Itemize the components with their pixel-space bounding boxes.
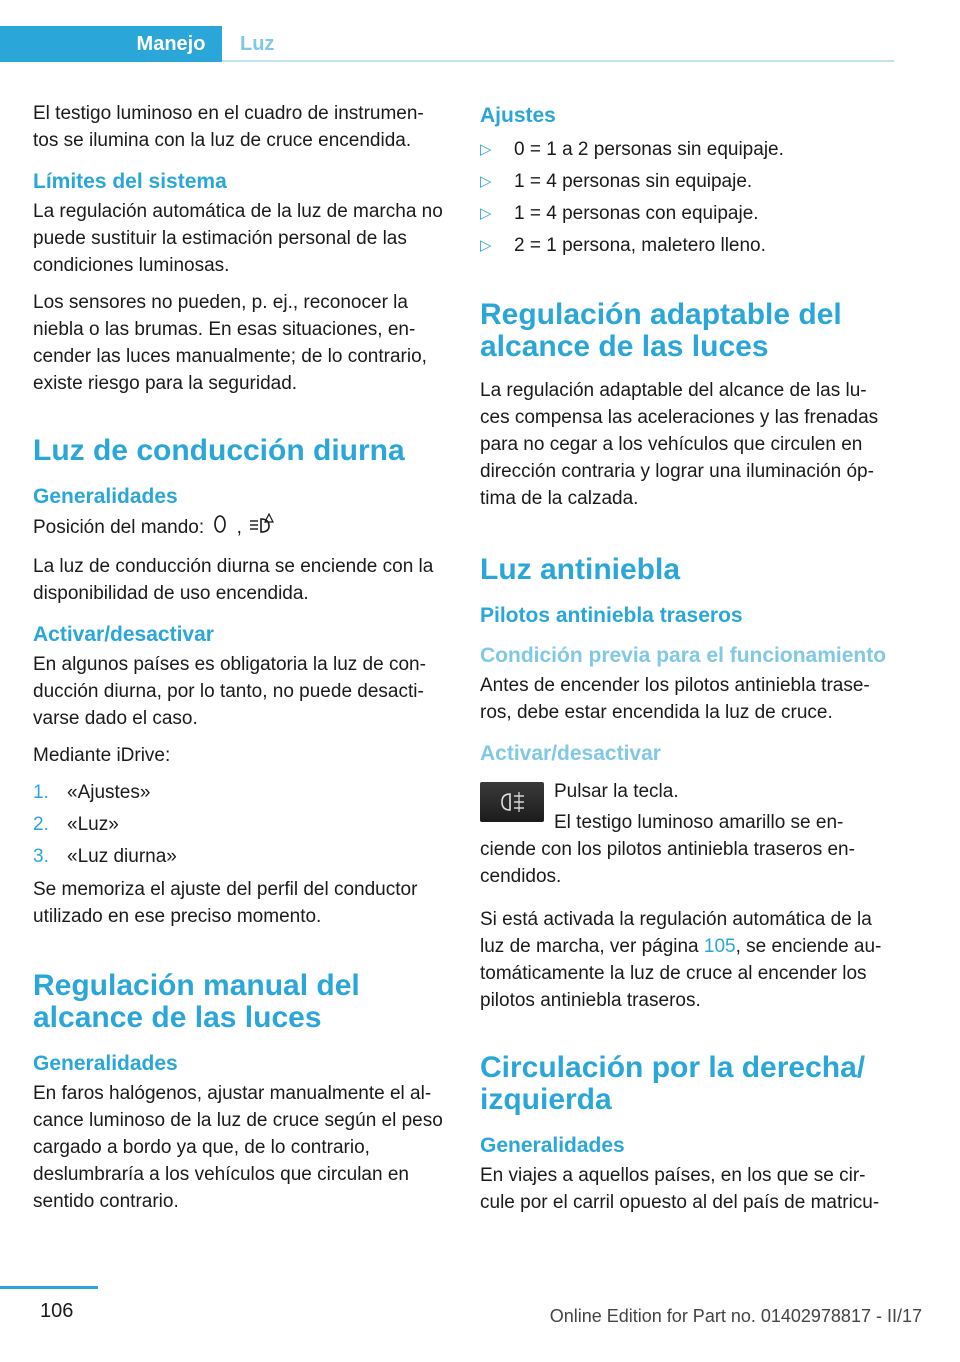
heading-antiniebla: Luz antiniebla — [480, 553, 681, 586]
heading-diurna: Luz de conducción diurna — [33, 434, 405, 467]
edition-note: Online Edition for Part no. 01402978817 - II/17 — [549, 1306, 922, 1326]
heading-pilotos: Pilotos antiniebla traseros — [480, 604, 743, 627]
paragraph: La luz de conducción diurna se enciende con la disponibilidad de uso encendida. — [33, 556, 434, 604]
page-footer — [0, 1272, 960, 1362]
heading-generalidades: Generalidades — [33, 485, 178, 508]
page-header — [0, 0, 960, 62]
header-chapter: Luz — [240, 33, 275, 55]
heading-adaptable: Regulación adaptable del alcance de las luces — [480, 298, 842, 363]
paragraph: La regulación adaptable del alcance de las lu‐ces compensa las aceleraciones y las frenadas para no cegar a los vehículos que circulen en dirección contraria y lograr una iluminación óp‐tima de la calzada. — [480, 380, 879, 509]
heading-condicion: Condición previa para el funcionamiento — [480, 644, 887, 667]
position-line — [33, 513, 445, 543]
paragraph: Antes de encender los pilotos antiniebla trase‐ros, debe estar encendida la luz de cruce. — [480, 675, 870, 723]
paragraph-with-link: Si está activada la regulación automática de la luz de marcha, ver página 105, se enciende au‐tomáticamente la luz de cruce al encender los pilotos antiniebla traseros. — [480, 909, 882, 1011]
position-separator: , — [236, 517, 242, 539]
right-column — [480, 100, 892, 1226]
heading-circulacion: Circulación por la derecha/ izquierda — [480, 1051, 866, 1116]
fog-button-block — [480, 778, 892, 890]
ajustes-list — [480, 136, 892, 259]
paragraph: En algunos países es obligatoria la luz de con‐ducción diurna, por lo tanto, no puede desacti‐varse dado el caso. — [33, 654, 426, 729]
left-column — [33, 100, 445, 1225]
list-item: ▷ 0 = 1 a 2 personas sin equipaje. — [480, 139, 784, 160]
heading-generalidades: Generalidades — [480, 1134, 625, 1157]
list-item: ▷ 2 = 1 persona, maletero lleno. — [480, 235, 766, 256]
header-rule — [222, 60, 894, 62]
rear-fog-light-button-image — [480, 782, 544, 822]
heading-generalidades: Generalidades — [33, 1052, 178, 1075]
auto-light-icon — [247, 513, 277, 543]
steps-list — [33, 779, 445, 870]
paragraph: Los sensores no pueden, p. ej., reconocer la niebla o las brumas. En esas situaciones, en‐cender las luces manualmente; de lo contrario, existe riesgo para la seguridad. — [33, 292, 427, 394]
footer-rule — [0, 1286, 98, 1289]
heading-activar: Activar/desactivar — [480, 742, 661, 765]
list-item: ▷ 1 = 4 personas con equipaje. — [480, 203, 759, 224]
list-item: ▷ 1 = 4 personas sin equipaje. — [480, 171, 753, 192]
rear-fog-icon — [480, 782, 544, 822]
page-number: 106 — [40, 1300, 74, 1322]
paragraph: Mediante iDrive: — [33, 745, 171, 766]
page-link[interactable]: 105 — [703, 936, 736, 957]
switch-off-icon — [209, 514, 231, 542]
paragraph: El testigo luminoso en el cuadro de instrumen‐tos se ilumina con la luz de cruce encendida. — [33, 103, 424, 151]
paragraph: Pulsar la tecla. — [554, 781, 679, 802]
heading-manual: Regulación manual del alcance de las luces — [33, 969, 360, 1034]
list-item: 2. «Luz» — [33, 814, 119, 835]
list-item: 1. «Ajustes» — [33, 782, 151, 803]
paragraph: Se memoriza el ajuste del perfil del conductor utilizado en ese preciso momento. — [33, 879, 418, 927]
paragraph: En faros halógenos, ajustar manualmente el al‐cance luminoso de la luz de cruce según el peso cargado a bordo ya que, de lo contrario, deslumbraría a los vehículos que circulan en sentido contrario. — [33, 1083, 443, 1212]
heading-ajustes: Ajustes — [480, 104, 556, 127]
header-section: Manejo — [136, 33, 206, 55]
paragraph: El testigo luminoso amarillo se en‐ciende con los pilotos antiniebla traseros en‐cendidos. — [480, 812, 855, 887]
paragraph: En viajes a aquellos países, en los que se cir‐cule por el carril opuesto al del país de matricu‐ — [480, 1165, 880, 1213]
heading-limites: Límites del sistema — [33, 170, 227, 193]
position-label: Posición del mando: — [33, 517, 205, 539]
paragraph: La regulación automática de la luz de marcha no puede sustituir la estimación personal de las condiciones luminosas. — [33, 201, 443, 276]
heading-activar: Activar/desactivar — [33, 623, 214, 646]
list-item: 3. «Luz diurna» — [33, 846, 177, 867]
